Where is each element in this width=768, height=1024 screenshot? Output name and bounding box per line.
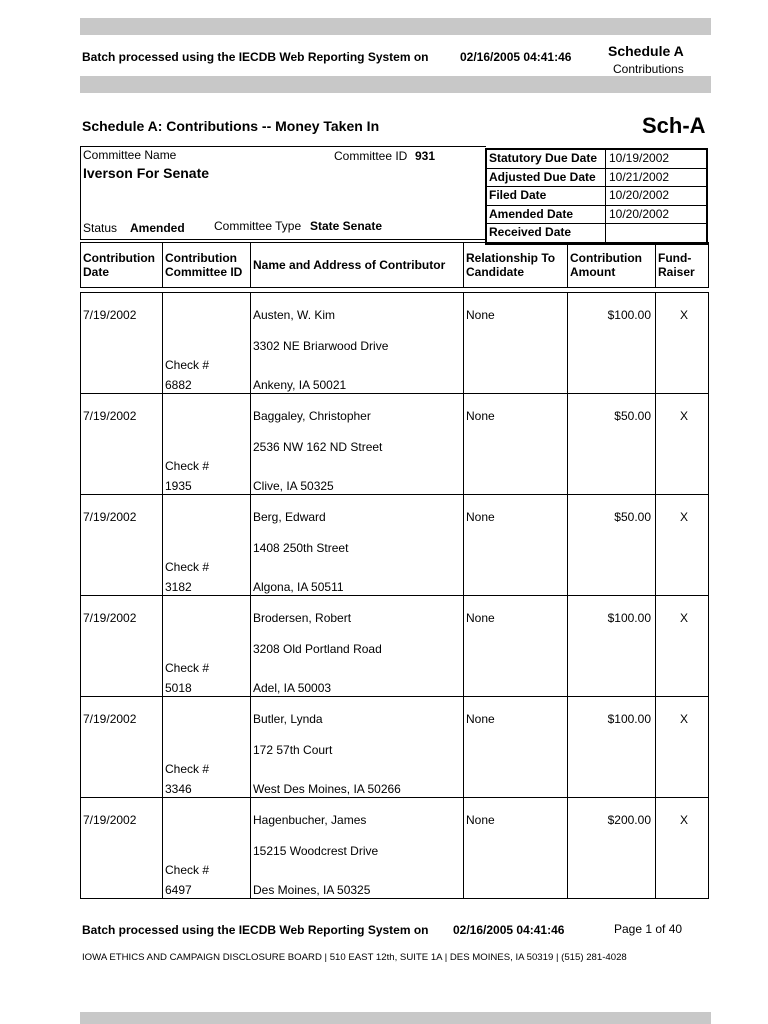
contribution-amount: $50.00	[614, 409, 651, 423]
status-label: Status	[83, 221, 118, 235]
committee-id: 931	[415, 149, 436, 163]
check-number: 3346	[165, 782, 192, 796]
contribution-date: 7/19/2002	[83, 308, 137, 322]
fundraiser-mark: X	[680, 308, 689, 322]
check-label: Check #	[165, 459, 210, 473]
fundraiser-mark: X	[680, 712, 689, 726]
fundraiser-mark: X	[680, 510, 689, 524]
page-number: Page 1 of 40	[614, 922, 683, 936]
table-row	[81, 697, 709, 798]
check-label: Check #	[165, 863, 210, 877]
contributor-city: Adel, IA 50003	[253, 681, 332, 695]
schedule-subtitle: Contributions	[613, 62, 684, 76]
contribution-date: 7/19/2002	[83, 813, 137, 827]
date-value	[606, 224, 706, 243]
status-value: Amended	[130, 221, 185, 235]
fundraiser-mark: X	[680, 813, 689, 827]
footer-batch-label: Batch processed using the IECDB Web Reporting System on	[82, 923, 429, 937]
footer-batch-timestamp: 02/16/2005 04:41:46	[453, 923, 565, 937]
contribution-amount: $50.00	[614, 510, 651, 524]
table-row	[81, 798, 709, 899]
contributor-street: 2536 NW 162 ND Street	[253, 440, 383, 454]
date-label: Statutory Due Date	[487, 150, 606, 168]
contribution-date: 7/19/2002	[83, 611, 137, 625]
check-number: 3182	[165, 580, 192, 594]
col-header-name-address: Name and Address of Contributor	[251, 243, 464, 288]
col-header-committee-id: Contribution Committee ID	[163, 243, 251, 288]
contributor-name: Austen, W. Kim	[253, 308, 336, 322]
contributor-name: Hagenbucher, James	[253, 813, 367, 827]
date-label: Filed Date	[487, 187, 606, 205]
table-row	[81, 495, 709, 596]
col-header-fundraiser: Fund- Raiser	[656, 243, 709, 288]
contributor-street: 172 57th Court	[253, 743, 333, 757]
header-batch-label: Batch processed using the IECDB Web Reporting System on	[82, 50, 429, 64]
relationship: None	[466, 409, 495, 423]
contribution-amount: $100.00	[607, 611, 651, 625]
table-row	[81, 293, 709, 394]
committee-name: Iverson For Senate	[83, 165, 210, 181]
relationship: None	[466, 813, 495, 827]
contributor-name: Berg, Edward	[253, 510, 326, 524]
contributor-city: Algona, IA 50511	[253, 580, 344, 594]
date-value: 10/21/2002	[609, 169, 670, 184]
contribution-date: 7/19/2002	[83, 409, 137, 423]
contribution-amount: $200.00	[607, 813, 651, 827]
check-label: Check #	[165, 560, 210, 574]
table-row	[81, 394, 709, 495]
col-header-relationship: Relationship To Candidate	[464, 243, 568, 288]
board-info: IOWA ETHICS AND CAMPAIGN DISCLOSURE BOARD | 510 EAST 12th, SUITE 1A | DES MOINES, IA 50319 | (515) 281-4028	[82, 952, 627, 963]
contributor-street: 15215 Woodcrest Drive	[253, 844, 379, 858]
contributor-name: Brodersen, Robert	[253, 611, 352, 625]
contributor-city: West Des Moines, IA 50266	[253, 782, 401, 796]
relationship: None	[466, 308, 495, 322]
check-label: Check #	[165, 762, 210, 776]
col-header-amount: Contribution Amount	[568, 243, 656, 288]
date-label: Adjusted Due Date	[487, 169, 606, 187]
relationship: None	[466, 712, 495, 726]
relationship: None	[466, 510, 495, 524]
relationship: None	[466, 611, 495, 625]
check-label: Check #	[165, 358, 210, 372]
dates-row	[487, 206, 706, 225]
fundraiser-mark: X	[680, 409, 689, 423]
fundraiser-mark: X	[680, 611, 689, 625]
schedule-title: Schedule A	[608, 43, 684, 59]
contribution-amount: $100.00	[607, 308, 651, 322]
contributions-table	[80, 292, 709, 899]
date-value: 10/20/2002	[609, 206, 670, 221]
filing-dates-box	[485, 148, 708, 245]
committee-type-value: State Senate	[310, 219, 383, 233]
contributor-name: Baggaley, Christopher	[253, 409, 371, 423]
check-number: 6497	[165, 883, 192, 897]
contributor-city: Des Moines, IA 50325	[253, 883, 371, 897]
date-value: 10/19/2002	[609, 151, 670, 165]
contributor-street: 1408 250th Street	[253, 541, 349, 555]
contribution-date: 7/19/2002	[83, 712, 137, 726]
column-header-table	[80, 242, 709, 288]
header-top-bar	[80, 18, 711, 35]
date-label: Received Date	[487, 224, 606, 243]
check-label: Check #	[165, 661, 210, 675]
committee-name-label: Committee Name	[83, 148, 177, 162]
check-number: 5018	[165, 681, 192, 695]
date-label: Amended Date	[487, 206, 606, 224]
contributor-name: Butler, Lynda	[253, 712, 323, 726]
check-number: 6882	[165, 378, 192, 392]
contributor-city: Ankeny, IA 50021	[253, 378, 347, 392]
committee-id-label: Committee ID	[334, 149, 408, 163]
committee-type-label: Committee Type	[214, 219, 302, 233]
dates-row	[487, 169, 706, 188]
page-title: Schedule A: Contributions -- Money Taken In	[82, 118, 380, 134]
table-row	[81, 596, 709, 697]
col-header-date: Contribution Date	[81, 243, 163, 288]
contribution-date: 7/19/2002	[83, 510, 137, 524]
footer-bar	[80, 1012, 711, 1024]
contributor-city: Clive, IA 50325	[253, 479, 334, 493]
dates-row	[487, 224, 706, 243]
date-value: 10/20/2002	[609, 188, 670, 202]
schedule-code: Sch-A	[642, 113, 706, 138]
dates-row	[487, 150, 706, 169]
contributor-street: 3208 Old Portland Road	[253, 642, 382, 656]
header-bottom-bar	[80, 76, 711, 93]
check-number: 1935	[165, 479, 192, 493]
header-batch-timestamp: 02/16/2005 04:41:46	[460, 50, 572, 64]
dates-row	[487, 187, 706, 206]
contribution-amount: $100.00	[607, 712, 651, 726]
contributor-street: 3302 NE Briarwood Drive	[253, 339, 389, 353]
